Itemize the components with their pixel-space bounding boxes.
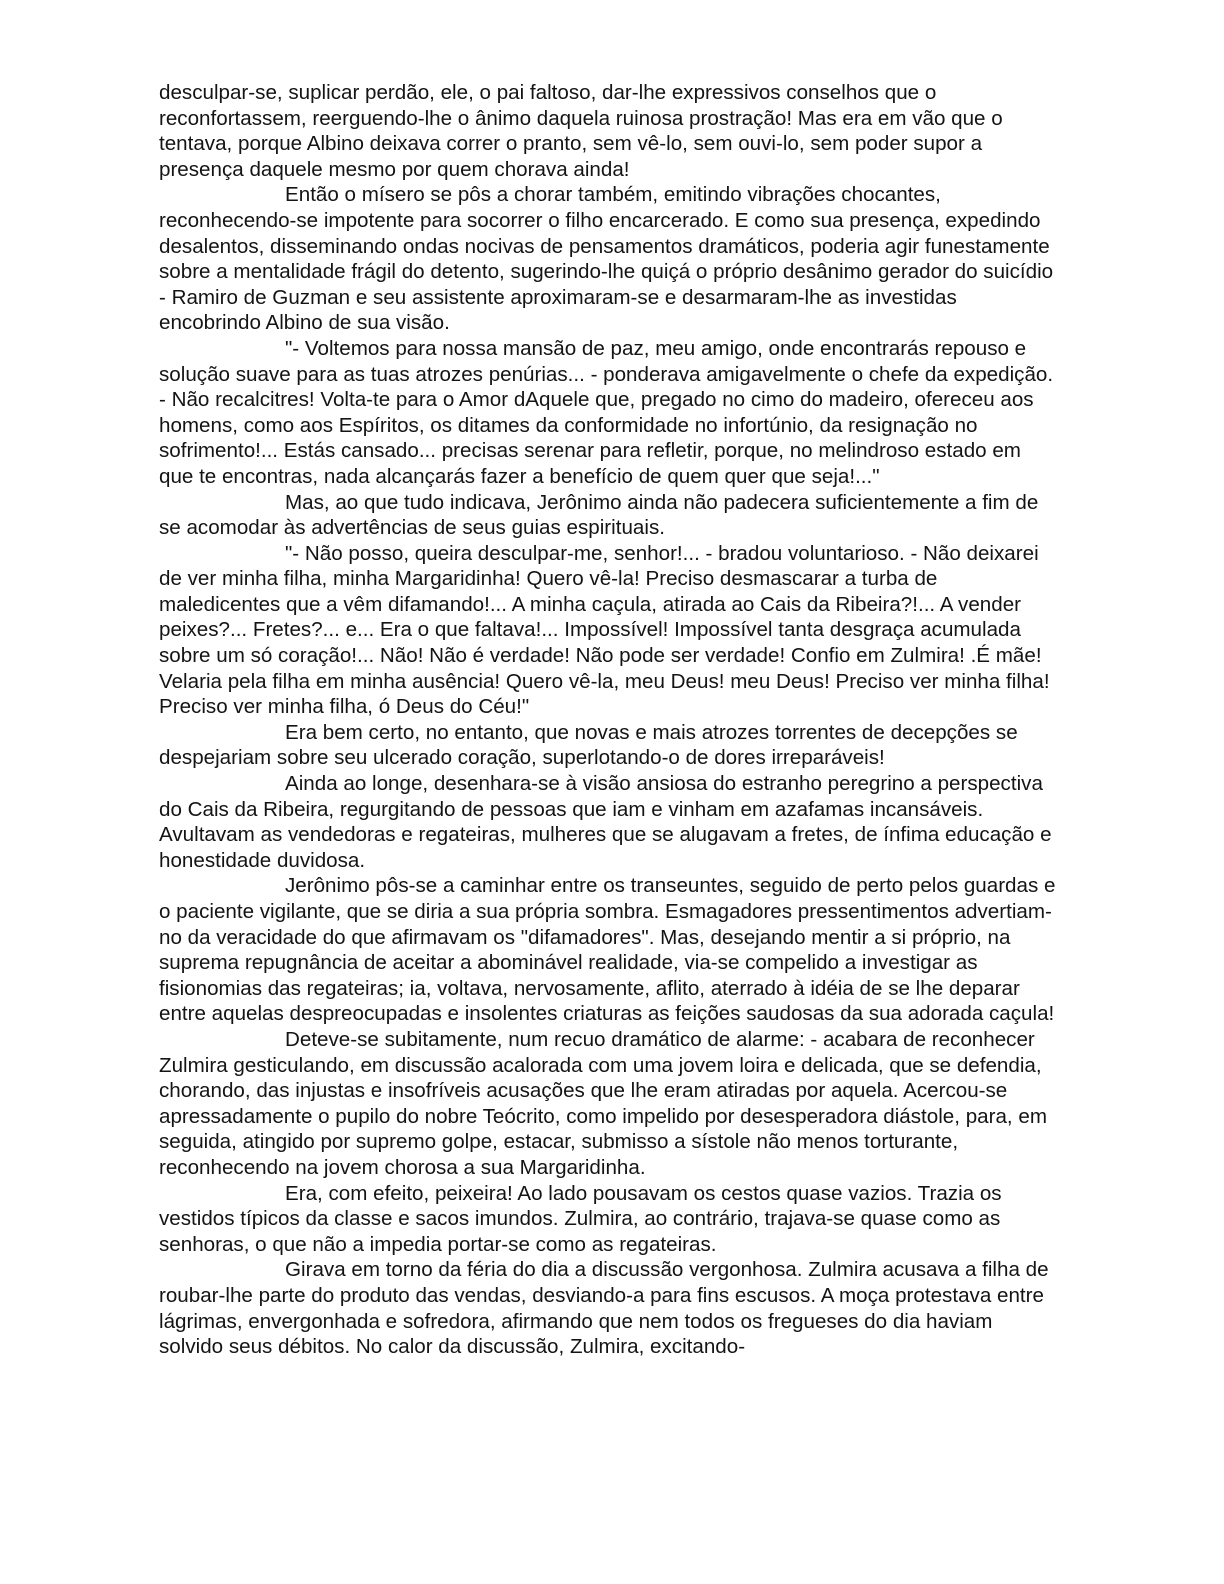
- paragraph: Era bem certo, no entanto, que novas e mais atrozes torrentes de decepções se despejariam sobre seu ulcerado coração, superlotando-o de dores irreparáveis!: [159, 720, 1018, 770]
- paragraph: Então o mísero se pôs a chorar também, emitindo vibrações chocantes, reconhecendo-se impotente para socorrer o filho encarcerado. E como sua presença, expedindo desalentos, disseminando ondas nocivas de pensamentos dramáticos, poderia agir funestamente sobre a mentalidade frágil do detento, sugerindo-lhe quiçá o próprio desânimo gerador do suicídio - Ramiro de Guzman e seu assistente aproximaram-se e desarmaram-lhe as investidas encobrindo Albino de sua visão.: [159, 183, 1054, 335]
- paragraph: Era, com efeito, peixeira! Ao lado pousavam os cestos quase vazios. Trazia os vestidos típicos da classe e sacos imundos. Zulmira, ao contrário, trajava-se quase como as senhoras, o que não a impedia portar-se como as regateiras.: [159, 1181, 1002, 1256]
- paragraph: Ainda ao longe, desenhara-se à visão ansiosa do estranho peregrino a perspectiva do Cais da Ribeira, regurgitando de pessoas que iam e vinham em azafamas incansáveis. Avultavam as vendedoras e regateiras, mulheres que se alugavam a fretes, de ínfima educação e honestidade duvidosa.: [159, 772, 1052, 872]
- paragraph: Deteve-se subitamente, num recuo dramático de alarme: - acabara de reconhecer Zulmira gesticulando, em discussão acalorada com uma jovem loira e delicada, que se defendia, chorando, das injustas e insofríveis acusações que lhe eram atiradas por aquela. Acercou-se apressadamente o pupilo do nobre Teócrito, como impelido por desesperadora diástole, para, em seguida, atingido por supremo golpe, estacar, submisso a sístole não menos torturante, reconhecendo na jovem chorosa a sua Margaridinha.: [159, 1027, 1047, 1179]
- paragraph: "- Voltemos para nossa mansão de paz, meu amigo, onde encontrarás repouso e solução suave para as tuas atrozes penúrias... - ponderava amigavelmente o chefe da expedição. - Não recalcitres! Volta-te para o Amor dAquele que, pregado no cimo do madeiro, ofereceu aos homens, como aos Espíritos, os ditames da conformidade no infortúnio, da resignação no sofrimento!... Estás cansado... precisas serenar para refletir, porque, no melindroso estado em que te encontras, nada alcançarás fazer a benefício de quem quer que seja!...": [159, 336, 1054, 488]
- paragraph: Mas, ao que tudo indicava, Jerônimo ainda não padecera suficientemente a fim de se acomodar às advertências de seus guias espirituais.: [159, 490, 1039, 540]
- paragraph: Jerônimo pôs-se a caminhar entre os transeuntes, seguido de perto pelos guardas e o paciente vigilante, que se diria a sua própria sombra. Esmagadores pressentimentos advertiam-no da veracidade do que afirmavam os "difamadores". Mas, desejando mentir a si próprio, na suprema repugnância de aceitar a abominável realidade, via-se compelido a investigar as fisionomias das regateiras; ia, voltava, nervosamente, aflito, aterrado à idéia de se lhe deparar entre aquelas despreocupadas e insolentes criaturas as feições saudosas da sua adorada caçula!: [159, 874, 1056, 1026]
- paragraph: "- Não posso, queira desculpar-me, senhor!... - bradou voluntarioso. - Não deixarei de ver minha filha, minha Margaridinha! Quero vê-la! Preciso desmascarar a turba de maledicentes que a vêm difamando!... A minha caçula, atirada ao Cais da Ribeira?!... A vender peixes?... Fretes?... e... Era o que faltava!... Impossível! Impossível tanta desgraça acumulada sobre um só coração!... Não! Não é verdade! Não pode ser verdade! Confio em Zulmira! .É mãe! Velaria pela filha em minha ausência! Quero vê-la, meu Deus! meu Deus! Preciso ver minha filha! Preciso ver minha filha, ó Deus do Céu!": [159, 541, 1050, 719]
- paragraph: desculpar-se, suplicar perdão, ele, o pai faltoso, dar-lhe expressivos conselhos que o reconfortassem, reerguendo-lhe o ânimo daquela ruinosa prostração! Mas era em vão que o tentava, porque Albino deixava correr o pranto, sem vê-lo, sem ouvi-lo, sem poder supor a presença daquele mesmo por quem chorava ainda!: [159, 81, 1003, 181]
- document-page: [159, 80, 1059, 1360]
- paragraph: Girava em torno da féria do dia a discussão vergonhosa. Zulmira acusava a filha de roubar-lhe parte do produto das vendas, desviando-a para fins escusos. A moça protestava entre lágrimas, envergonhada e sofredora, afirmando que nem todos os fregueses do dia haviam solvido seus débitos. No calor da discussão, Zulmira, excitando-: [159, 1258, 1049, 1359]
